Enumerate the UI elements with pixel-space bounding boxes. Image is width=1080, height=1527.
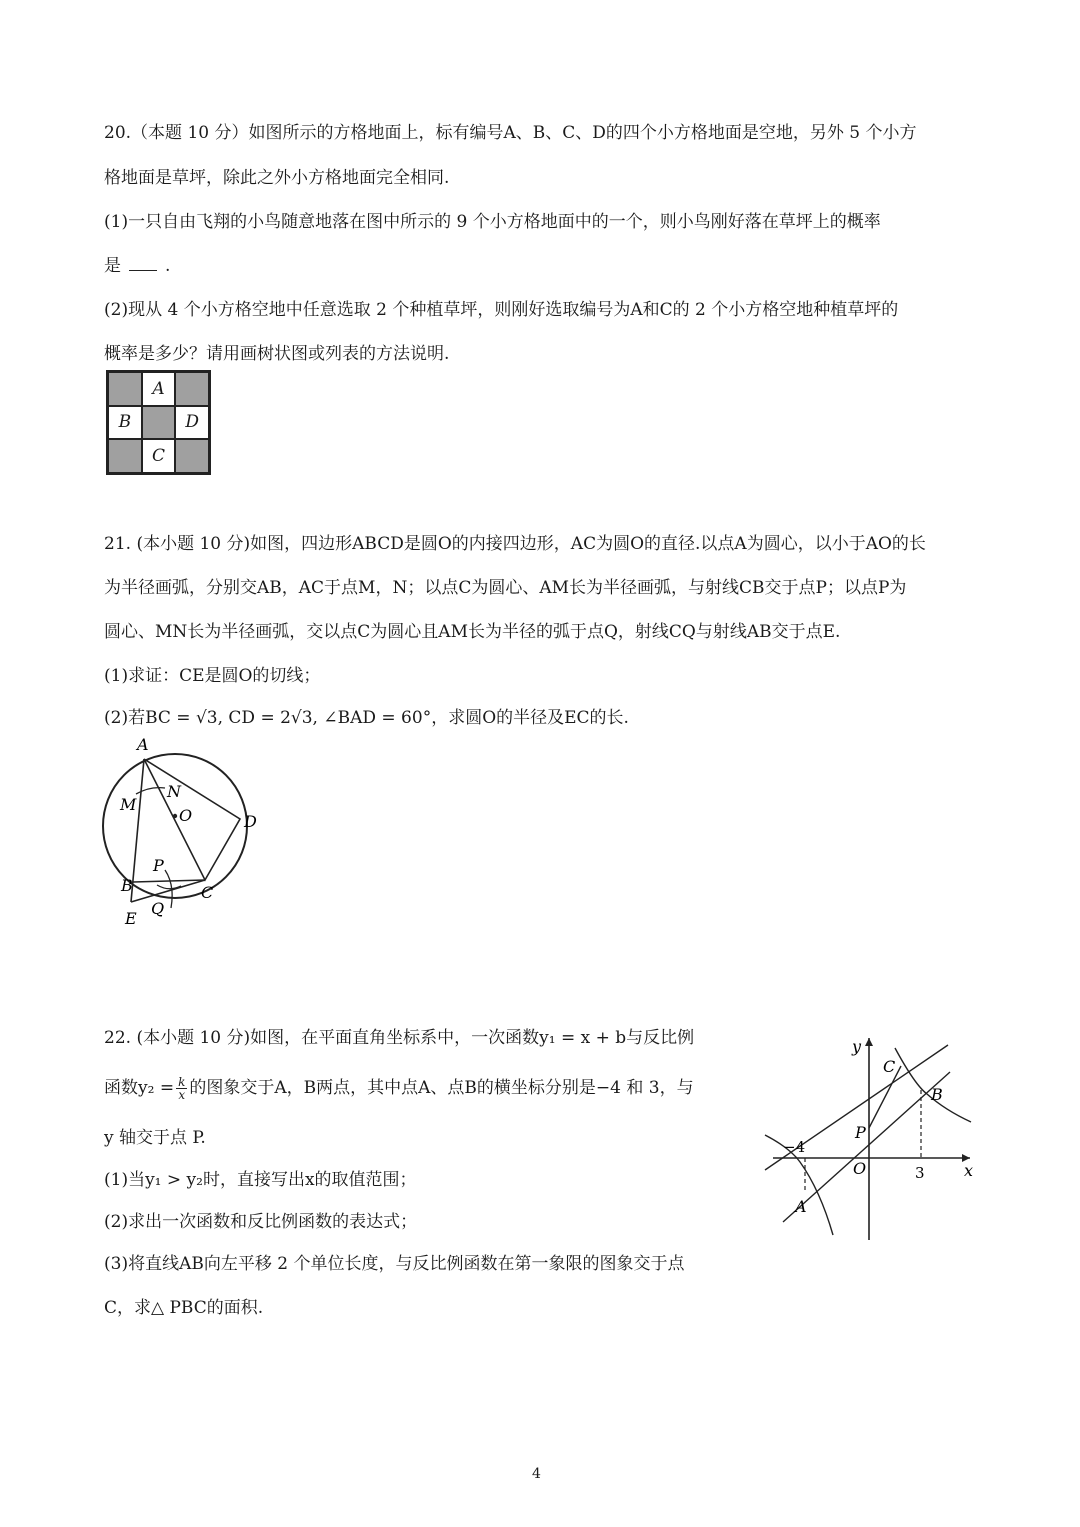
q20-line-4-start: 是 <box>104 256 121 276</box>
grid-cell-d: D <box>175 406 209 440</box>
fraction-numerator: k <box>178 1075 186 1089</box>
label-x: x <box>964 1161 974 1180</box>
label-3: 3 <box>915 1164 925 1182</box>
fraction-k-over-x <box>176 1076 187 1101</box>
label-c: C <box>201 883 214 902</box>
label-y: y <box>852 1037 862 1056</box>
label-c: C <box>883 1057 896 1076</box>
q22-line-2-end: 的图象交于A，B两点，其中点A、点B的横坐标分别是−4 和 3，与 <box>189 1078 694 1098</box>
circle-figure <box>95 730 270 930</box>
q22-line-3: y 轴交于点 P. <box>104 1128 206 1148</box>
label-b: B <box>931 1085 943 1104</box>
q22-line-2 <box>104 1076 694 1101</box>
grid-cell-grass <box>108 372 142 406</box>
q20-line-1: 20.（本题 10 分）如图所示的方格地面上，标有编号A、B、C、D的四个小方格地面是空地，另外 5 个小方 <box>104 123 917 143</box>
q20-line-4 <box>104 254 170 278</box>
q21-line-2: 为半径画弧，分别交AB，AC于点M，N；以点C为圆心、AM长为半径画弧，与射线CB交于点P；以点P为 <box>104 578 907 598</box>
label-d: D <box>244 812 257 831</box>
q22-line-2-start: 函数y₂ = <box>104 1078 175 1098</box>
y-axis-arrow-icon <box>865 1038 873 1046</box>
label-a: A <box>137 735 149 754</box>
coordinate-figure <box>755 1030 980 1245</box>
grid-cell-grass <box>108 439 142 473</box>
grid-cell-b: B <box>108 406 142 440</box>
q21-line-1: 21. (本小题 10 分)如图，四边形ABCD是圆O的内接四边形，AC为圆O的直径.以点A为圆心，以小于AO的长 <box>104 534 926 554</box>
q20-line-5: (2)现从 4 个小方格空地中任意选取 2 个种植草坪，则刚好选取编号为A和C的 2 个小方格空地种植草坪的 <box>104 300 899 320</box>
grid-cell-grass <box>142 406 176 440</box>
q20-line-4-end: . <box>165 256 171 276</box>
center-point-o <box>173 814 177 818</box>
line-ae <box>131 759 144 902</box>
label-m: M <box>120 795 137 814</box>
q20-line-6: 概率是多少？请用画树状图或列表的方法说明. <box>104 344 450 364</box>
label-n: N <box>167 782 181 801</box>
label-neg4: −4 <box>783 1138 806 1156</box>
grid-cell-grass <box>175 439 209 473</box>
grid-cell-grass <box>175 372 209 406</box>
label-a: A <box>795 1197 807 1216</box>
fraction-denominator: x <box>178 1088 186 1102</box>
label-e: E <box>125 909 137 928</box>
label-b: B <box>121 876 133 895</box>
q22-line-1: 22. (本小题 10 分)如图，在平面直角坐标系中，一次函数y₁ = x + b与反比例 <box>104 1028 695 1048</box>
q22-line-5: (2)求出一次函数和反比例函数的表达式； <box>104 1212 418 1232</box>
q20-line-2: 格地面是草坪，除此之外小方格地面完全相同. <box>104 168 450 188</box>
label-o: O <box>853 1159 867 1178</box>
label-p: P <box>855 1123 866 1142</box>
q21-line-4: (1)求证：CE是圆O的切线； <box>104 666 321 686</box>
label-o: O <box>179 806 193 825</box>
page-number: 4 <box>532 1466 541 1482</box>
q22-line-6: (3)将直线AB向左平移 2 个单位长度，与反比例函数在第一象限的图象交于点 <box>104 1254 685 1274</box>
q21-line-5: (2)若BC = √3, CD = 2√3, ∠BAD = 60°，求圆O的半径及EC的长. <box>104 708 629 728</box>
answer-blank <box>129 256 157 271</box>
q22-line-4: (1)当y₁ > y₂时，直接写出x的取值范围； <box>104 1170 417 1190</box>
line-shifted <box>783 1072 950 1222</box>
label-p: P <box>153 856 164 875</box>
label-q: Q <box>151 899 165 918</box>
line-bc <box>133 880 205 882</box>
q22-line-7: C，求△ PBC的面积. <box>104 1298 264 1318</box>
q21-line-3: 圆心、MN长为半径画弧，交以点C为圆心且AM长为半径的弧于点Q，射线CQ与射线AB交于点E. <box>104 622 841 642</box>
grid-figure <box>106 370 211 475</box>
grid-cell-c: C <box>142 439 176 473</box>
grid-cell-a: A <box>142 372 176 406</box>
q20-line-3: (1)一只自由飞翔的小鸟随意地落在图中所示的 9 个小方格地面中的一个，则小鸟刚好落在草坪上的概率 <box>104 212 881 232</box>
